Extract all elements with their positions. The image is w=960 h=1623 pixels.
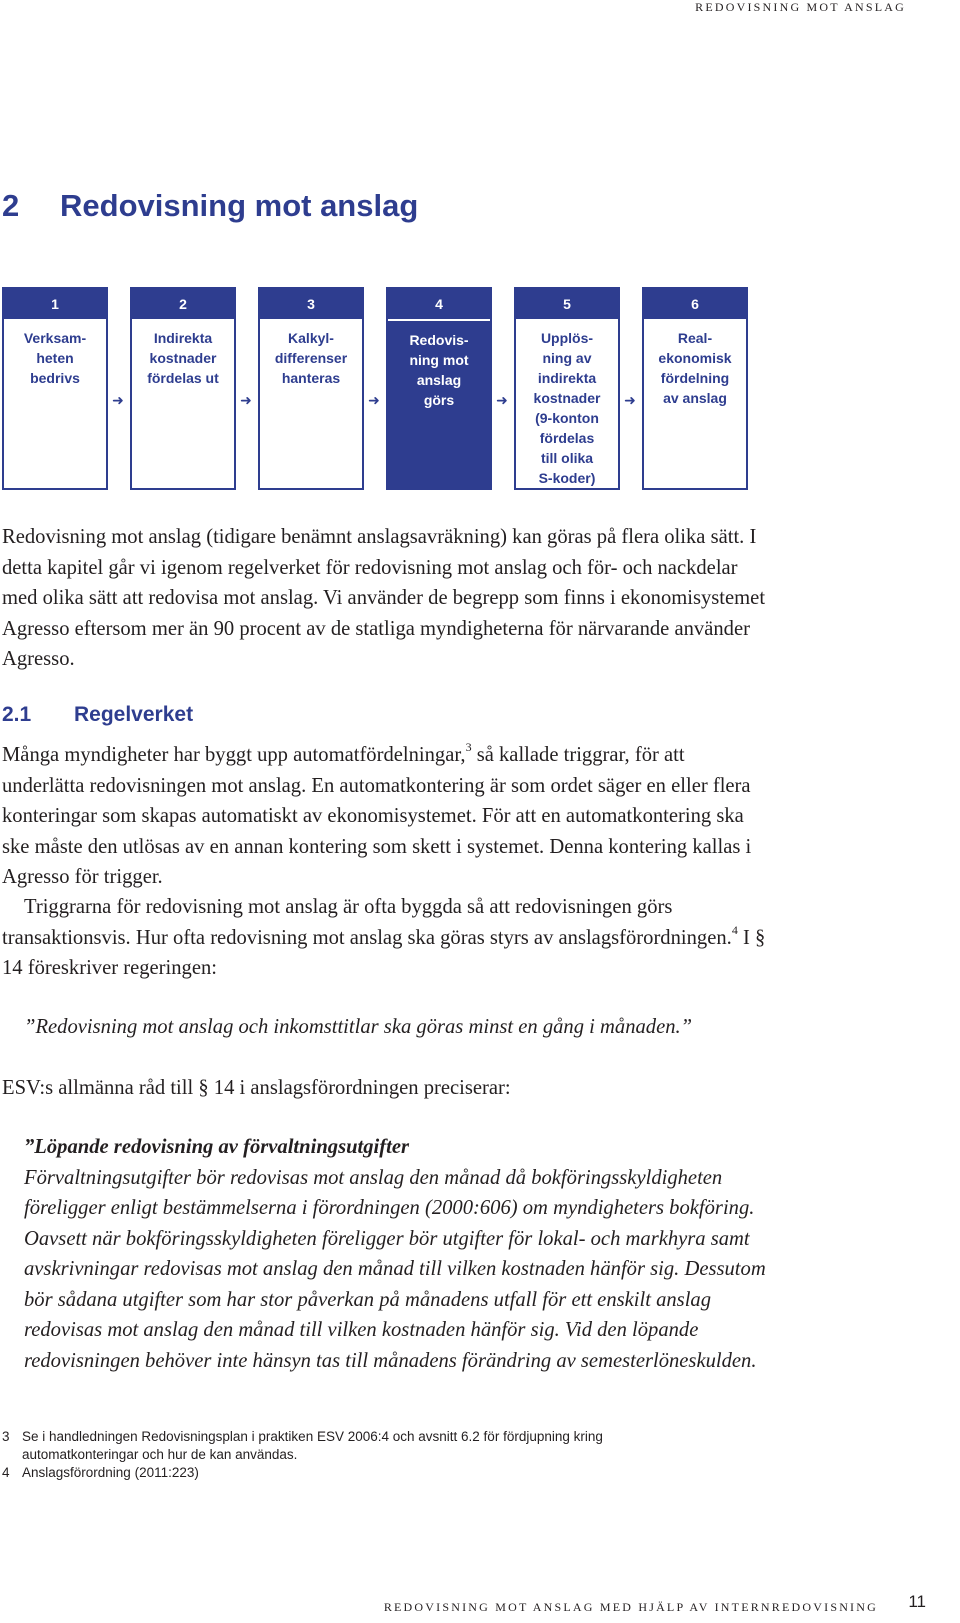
process-step-6: [642, 287, 748, 490]
process-diagram: [2, 287, 772, 491]
quote-title: ”Löpande redovisning av förvaltningsutgifter: [24, 1136, 410, 1158]
footnote-4: [2, 1464, 722, 1482]
step-label: Indirekta kostnader fördelas ut: [147, 330, 219, 386]
running-head: REDOVISNING MOT ANSLAG: [695, 0, 906, 14]
footnote-text: Se i handledningen Redovisningsplan i praktiken ESV 2006:4 och avsnitt 6.2 för fördjupning kring automatkonteringar och hur de kan användas.: [22, 1429, 603, 1462]
section-title: [2, 703, 193, 727]
step-label: Verksam- heten bedrivs: [23, 330, 87, 386]
step-number: 2: [132, 289, 234, 319]
footnote-text: Anslagsförordning (2011:223): [22, 1465, 199, 1480]
paragraph-frequency: [2, 892, 772, 984]
step-number: 6: [644, 289, 746, 319]
section-title-text: Regelverket: [74, 703, 194, 726]
step-label: Upplös- ning av indirekta kostnader (9-konton fördelas till olika S-koder): [533, 330, 601, 486]
footnote-ref: 3: [465, 740, 472, 755]
chapter-number: 2: [2, 188, 20, 223]
paragraph-esv: ESV:s allmänna råd till § 14 i anslagsförordningen preciserar:: [2, 1077, 511, 1099]
chapter-title-text: Redovisning mot anslag: [60, 188, 419, 223]
process-step-3: [258, 287, 364, 490]
quote-body: Förvaltningsutgifter bör redovisas mot anslag den månad då bokföringsskyldigheten föreligger enligt bestämmelserna i förordningen (2000:606) om myndigheters bokföring. Oavsett när bokföringsskyldigheten föreligger bör utgifter för lokal- och markhyra samt avskrivningar redovisas mot anslag den månad till vilken kostnaden hänför sig. Dessutom bör sådana utgifter som har stor påverkan på månadens utfall för ett enskilt anslag redovisas mot anslag den månad till vilken kostnaden hänför sig. Vid den löpande redovisningen behöver inte hänsyn tas till månadens förändring av semesterlöneskulden.: [24, 1166, 766, 1372]
footnote-3: [2, 1428, 722, 1464]
footnotes: [2, 1428, 722, 1482]
arrow-right-icon: ➜: [368, 393, 380, 409]
intro-paragraph: Redovisning mot anslag (tidigare benämnt anslagsavräkning) kan göras på flera olika sätt. I detta kapitel går vi igenom regelverket för redovisning mot anslag och för- och nackdelar med olika sätt att redovisa mot anslag. Vi använder de begrepp som finns i ekonomisystemet Agresso eftersom mer än 90 procent av de statliga myndigheterna för närvarande använder Agresso.: [2, 526, 766, 670]
paragraph-text: Triggrarna för redovisning mot anslag är ofta byggda så att redovisningen görs transaktionsvis. Hur ofta redovisning mot anslag ska göras styrs av anslagsförordningen.: [2, 896, 732, 949]
step-label: Redovis- ning mot anslag görs: [409, 332, 469, 408]
step-label: Kalkyl- differenser hanteras: [274, 330, 348, 386]
paragraph-triggers: [2, 740, 772, 893]
step-label: Real- ekonomisk fördelning av anslag: [658, 330, 732, 406]
process-step-4-highlighted: [386, 287, 492, 490]
arrow-right-icon: ➜: [240, 393, 252, 409]
footnote-number: 3: [2, 1429, 10, 1444]
quote-regulation: ”Redovisning mot anslag och inkomsttitlar ska göras minst en gång i månaden.”: [24, 1016, 693, 1038]
section-number: 2.1: [2, 703, 32, 726]
process-step-1: [2, 287, 108, 490]
page-number: 11: [908, 1592, 926, 1611]
step-number: 5: [516, 289, 618, 319]
process-step-5: [514, 287, 620, 490]
arrow-right-icon: ➜: [496, 393, 508, 409]
step-number: 1: [4, 289, 106, 319]
running-foot: REDOVISNING MOT ANSLAG MED HJÄLP AV INTERNREDOVISNING: [383, 1600, 878, 1614]
arrow-right-icon: ➜: [624, 393, 636, 409]
paragraph-text: Många myndigheter har byggt upp automatfördelningar,: [2, 744, 466, 766]
paragraph-text: så kallade triggrar, för att underlätta redovisningen mot anslag. En automatkontering är som ordet säger en eller flera konteringar som skapas automatiskt av ekonomisystemet. För att en automatkontering ska ske måste den utlösas av en annan kontering som skett i systemet. Denna kontering kallas i Agresso för trigger.: [2, 744, 752, 888]
footnote-ref: 4: [731, 922, 738, 937]
process-step-2: [130, 287, 236, 490]
arrow-right-icon: ➜: [112, 393, 124, 409]
step-number: 3: [260, 289, 362, 319]
paragraph-text: I § 14 föreskriver regeringen:: [2, 926, 766, 979]
footnote-number: 4: [2, 1465, 10, 1480]
step-number: 4: [388, 289, 490, 321]
chapter-title: [2, 188, 418, 224]
quote-esv-advice: [24, 1132, 774, 1376]
